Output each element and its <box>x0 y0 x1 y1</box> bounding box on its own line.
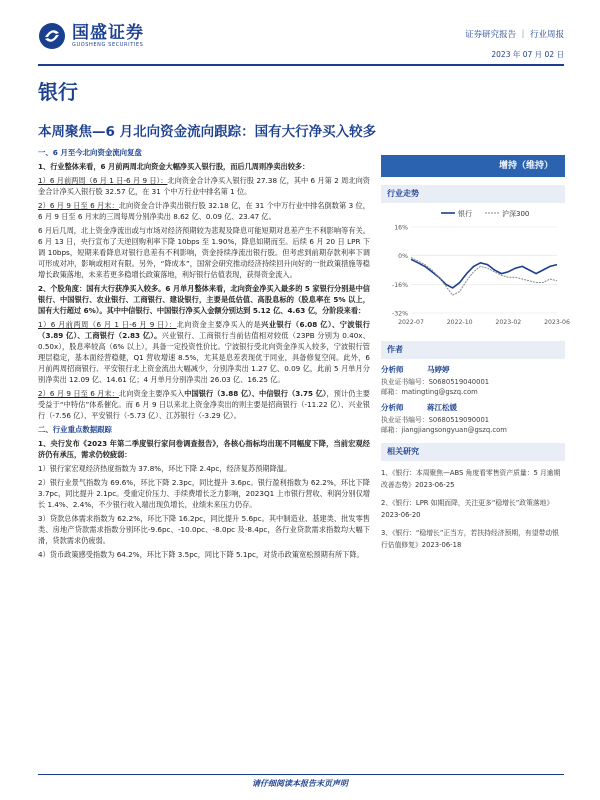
analyst-1-email[interactable]: 邮箱：matingting@gszq.com <box>381 388 478 396</box>
para-2b-body1: 北向资金主要净买入 <box>118 389 185 398</box>
trend-chart <box>381 203 570 333</box>
legend-bank-label: 银行 <box>458 210 472 218</box>
report-title: 本周聚焦—6 月北向资金流向跟踪：国有大行净买入较多 <box>38 124 377 140</box>
analyst-1-name: 马婷婷 <box>427 365 450 374</box>
series-bank-line <box>411 259 557 288</box>
paragraph-3-1: 1）银行家宏观经济热度指数为 37.8%，环比下降 2.4pc，经济复苏预期降温。 <box>38 464 292 473</box>
para-1a-body: 北向资金合计净买入银行股 27.38 亿，其中 6 月第 2 周北向资金合计净买入银行股 32.57 亿，在 31 个中万行业中排名第 1 位。 <box>38 176 370 196</box>
para-1b-body: 北向资金合计净卖出银行股 32.18 亿，在 31 个中万行业中排名倒数第 3 位，6 月 9 日至 6 月末的三周每周分别净卖出 8.62 亿、0.09 亿、23.47 亿。 <box>38 201 370 221</box>
y-tick-label: -16% <box>392 281 408 289</box>
para-2b-head: 2）6 月 9 日至 6 月末： <box>38 389 119 398</box>
doc-type: 证券研究报告 ｜ 行业周报 <box>465 30 564 40</box>
section-heading-2: 二、行业重点数据跟踪 <box>38 425 112 434</box>
related-report-3[interactable]: 3、《银行：“稳增长”正当方，若扶持经济预期，有望带动银行估值修复》2023-06-18 <box>381 529 559 549</box>
paragraph-3-lead: 1、央行发布《2023 年第二季度银行家问卷调查报告》，各核心指标均出现不同幅度下降，当前宏观经济仍有承压，需求仍较疲弱： <box>38 439 370 459</box>
y-tick-label: 0% <box>398 253 408 261</box>
analyst-2-cert: 执业证书编号：S0680519090001 <box>381 416 490 424</box>
logo-text-cn: 国盛证券 <box>72 23 144 43</box>
analyst-1-role: 分析师 <box>381 365 404 374</box>
main-body <box>38 145 370 563</box>
industry-name: 银行 <box>38 80 78 104</box>
related-report-2[interactable]: 2、《银行：LPR 如期而降，关注更多“稳增长”政策落地》2023-06-20 <box>381 499 554 519</box>
paragraph-3-2: 2）银行业景气指数为 69.6%，环比下降 2.3pc，同比提升 3.6pc。银行盈利指数为 62.2%，环比下降 3.7pc，同比提升 2.1pc。受重定价压力、手续费增长乏力影响，2023Q1 上市银行营收、利润分别仅增长 1.4%、2.4%，不少银行收入端出现负增长，业绩未来压力仍存。 <box>38 478 370 509</box>
related-report-1[interactable]: 1、《银行：本周聚焦—ABS 角度看零售资产质量：5 月逾期改善态势》2023-06-25 <box>381 469 561 489</box>
analyst-1 <box>381 364 565 397</box>
para-2b-body2: ，预计仍主要受益于“中特估”体系催化。而 6 月 9 日以来北上资金净卖出的则主要是招商银行（-11.22 亿）、兴业银行（-7.56 亿）、平安银行（-5.73 亿）、江苏银行（-3.29 亿）。 <box>38 389 370 420</box>
para-2a-head: 1）6 月前两周（6 月 1 日-6 月 9 日）： <box>38 320 177 329</box>
para-2a-bold: 兴业银行（6.08 亿）、宁波银行（3.89 亿）、工商银行（2.83 亿）。 <box>38 320 370 340</box>
sidebar <box>381 155 570 551</box>
section-heading-1: 一、6 月至今北向资金流向复盘 <box>38 148 142 157</box>
para-1b-head: 2）6 月 9 日至 6 月末： <box>38 201 119 210</box>
para-2b-bold: 中国银行（3.88 亿）、中信银行（3.75 亿） <box>184 389 327 398</box>
paragraph-2a <box>38 319 370 385</box>
paragraph-1c: 6 月后几周，北上资金净流出或与市场对经济预期较为悲观及降息可能短期对息差产生不利影响等有关。6 月 13 日，央行宣布了天逆回购利率下降 10bps 至 1.90%，降息如期而至。后续 6 月 20 日 LPR 下调 10bps，短期来看降息对银行息差有不利影响，资金持续净流出银行股。但考虑到前期存款利率下调可形成对冲，影响或相对有限。另外，“降成本”，国常会研究推动经济持续回升向好的一批政策措施等稳增长政策落地，未来若更多稳增长政策落地，利好银行估值表现，获得资金流入。 <box>38 226 370 279</box>
trend-heading: 行业走势 <box>381 185 565 203</box>
analyst-2-email[interactable]: 邮箱：jiangjiangsongyuan@gszq.com <box>381 426 507 434</box>
rating-badge: 增持（维持） <box>381 155 565 177</box>
x-tick-label: 2022-07 <box>398 319 424 326</box>
x-tick-label: 2023-02 <box>495 319 522 326</box>
analyst-1-cert: 执业证书编号：S0680519040001 <box>381 378 490 386</box>
analyst-2-name: 蒋江松媛 <box>427 403 457 412</box>
para-1a-head: 1）6 月前两周（6 月 1 日-6 月 9 日）： <box>38 176 168 185</box>
company-logo <box>38 22 144 50</box>
legend-index-label: 沪深300 <box>502 210 530 218</box>
header-divider <box>38 64 564 66</box>
x-tick-label: 2023-06 <box>544 319 570 326</box>
paragraph-2b <box>38 388 370 421</box>
footer-divider <box>38 774 564 775</box>
footer-note: 请仔细阅读本报告末页声明 <box>252 779 348 788</box>
logo-icon <box>38 22 66 50</box>
paragraph-1-lead: 1、行业整体来看，6 月前两周北向资金大幅净买入银行股，而后几周则净卖出较多： <box>38 162 310 171</box>
report-header <box>0 0 600 70</box>
paragraph-3-3: 3）贷款总体需求指数为 62.2%，环比下降 16.2pc，同比提升 5.6pc。其中制造业、基建类、批发零售类、房地产贷款需求指数分别环比-9.6pc、-10.0pc、-8.0pc 及-8.4pc，各行业贷款需求指数均大幅下滑，贷款需求仍疲弱。 <box>38 514 370 545</box>
authors-heading: 作者 <box>381 341 565 359</box>
para-2a-body2: 兴业银行、工商银行当前估值相对较低（23PB 分别为 0.40x、0.50x），股息率较高（6% 以上），具备一定投资性价比。宁波银行受北向资金净买入较多，宁波银行管理层稳定，基本面经营稳健，Q1 营收增速 8.5%，尤其是息差表现优于同业，具备修复空间。此外，6 月前两周招商银行、平安银行北上资金流出大幅减少，分别净卖出 1.27 亿、0.09 亿，此前 5 月单月分别净卖出 12.09 亿、14.61 亿；4 月单月分别净卖出 26.03 亿、16.25 亿。 <box>38 331 370 384</box>
logo-text-en: GUOSHENG SECURITIES <box>72 42 144 48</box>
analyst-2-role: 分析师 <box>381 403 404 412</box>
y-tick-label: 16% <box>394 224 408 232</box>
related-heading: 相关研究 <box>381 443 565 461</box>
paragraph-3-4: 4）货币政策感受指数为 64.2%，环比下降 3.5pc，同比下降 5.1pc，对货币政策宽松预期有所下降。 <box>38 550 364 559</box>
para-2a-body1: 北向资金主要净买入的是 <box>176 320 262 329</box>
paragraph-1b <box>38 200 370 222</box>
report-date: 2023 年 07 月 02 日 <box>491 50 564 59</box>
paragraph-2-lead: 2、个股角度：国有大行获净买入较多。6 月单月整体来看，北向资金净买入最多的 5 家银行分别是中信银行、中国银行、农业银行、工商银行、建设银行，主要是低估值、高股息标的（股息率在 5% 以上，国有大行超过 6%）。其中中信银行、中国银行净买入金额分别达到 5.12 亿、4.63 亿，分阶段来看： <box>38 284 370 315</box>
analyst-2 <box>381 402 565 435</box>
trend-chart-svg <box>381 203 570 333</box>
x-tick-label: 2022-10 <box>446 319 473 326</box>
y-tick-label: -32% <box>392 310 408 318</box>
paragraph-1a <box>38 175 370 197</box>
